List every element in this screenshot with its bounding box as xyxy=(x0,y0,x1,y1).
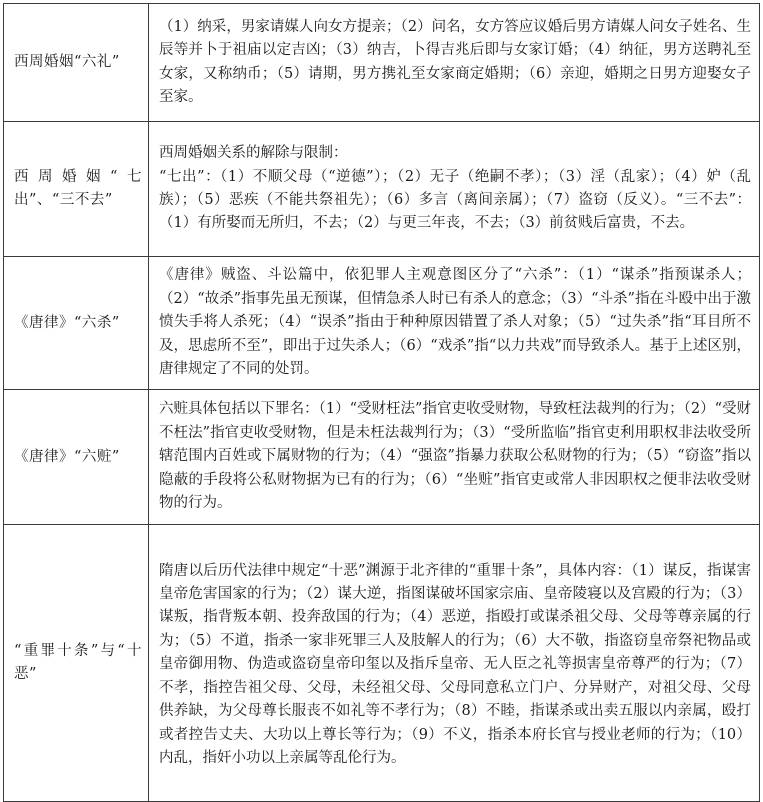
topic-cell: 西周婚姻“六礼” xyxy=(4,4,149,122)
content-cell xyxy=(149,122,760,257)
content-cell: 《唐律》贼盗、斗讼篇中，依犯罪人主观意图区分了“六杀”：（1）“谋杀”指预谋杀人；（2）“故杀”指事先虽无预谋，但情急杀人时已有杀人的意念；（3）“斗杀”指在斗殴中出于激愤失手将人杀死；（4）“误杀”指由于种种原因错置了杀人对象；（5）“过失杀”指“耳目所不及，思虑所不至”，即出于过失杀人；（6）“戏杀”指“以力共戏”而导致杀人。基于上述区别，唐律规定了不同的处罚。 xyxy=(149,257,760,390)
topic-cell: 《唐律》“六杀” xyxy=(4,257,149,390)
topic-cell: “重罪十条”与“十恶” xyxy=(4,525,149,802)
table-row xyxy=(4,4,760,122)
content-cell: 六赃具体包括以下罪名：（1）“受财枉法”指官吏收受财物，导致枉法裁判的行为；（2）“受财不枉法”指官吏收受财物，但是未枉法裁判行为；（3）“受所监临”指官吏利用职权非法收受所辖范围内百姓或下属财物的行为；（4）“强盗”指暴力获取公私财物的行为；（5）“窃盗”指以隐蔽的手段将公私财物据为已有的行为；（6）“坐赃”指官吏或常人非因职权之便非法收受财物的行为。 xyxy=(149,390,760,525)
table-row xyxy=(4,122,760,257)
topic-cell: 西周婚姻“七出”、“三不去” xyxy=(4,122,149,257)
content-cell: 隋唐以后历代法律中规定“十恶”渊源于北齐律的“重罪十条”，具体内容：（1）谋反，指谋害皇帝危害国家的行为；（2）谋大逆，指图谋破坏国家宗庙、皇帝陵寝以及宫殿的行为；（3）谋叛，指背叛本朝、投奔敌国的行为；（4）恶逆，指殴打或谋杀祖父母、父母等尊亲属的行为；（5）不道，指杀一家非死罪三人及肢解人的行为；（6）大不敬，指盗窃皇帝祭祀物品或皇帝御用物、伪造或盗窃皇帝印玺以及指斥皇帝、无人臣之礼等损害皇帝尊严的行为；（7）不孝，指控告祖父母、父母，未经祖父母、父母同意私立门户、分异财产，对祖父母、父母供养缺，为父母尊长服丧不如礼等不孝行为；（8）不睦，指谋杀或出卖五服以内亲属，殴打或者控告丈夫、大功以上尊长等行为；（9）不义，指杀本府长官与授业老师的行为；（10）内乱，指奸小功以上亲属等乱伦行为。 xyxy=(149,525,760,802)
legal-concepts-table xyxy=(3,3,760,802)
table-row xyxy=(4,390,760,525)
content-cell: （1）纳采，男家请媒人向女方提亲；（2）问名，女方答应议婚后男方请媒人问女子姓名、生辰等并卜于祖庙以定吉凶；（3）纳吉，卜得吉兆后即与女家订婚；（4）纳征，男方送聘礼至女家，又称纳币；（5）请期，男方携礼至女家商定婚期；（6）亲迎，婚期之日男方迎娶女子至家。 xyxy=(149,4,760,122)
content-text: 西周婚姻关系的解除与限制： “七出”：（1）不顺父母（“逆德”）；（2）无子（绝嗣不孝）；（3）淫（乱家）；（4）妒（乱族）；（5）恶疾（不能共祭祖先）；（6）多言（离间亲属）；（7）盗窃（反义）。“三不去”：（1）有所娶而无所归，不去；（2）与更三年丧，不去；（3）前贫贱后富贵，不去。 xyxy=(159,145,751,232)
topic-cell: 《唐律》“六赃” xyxy=(4,390,149,525)
table-row xyxy=(4,257,760,390)
